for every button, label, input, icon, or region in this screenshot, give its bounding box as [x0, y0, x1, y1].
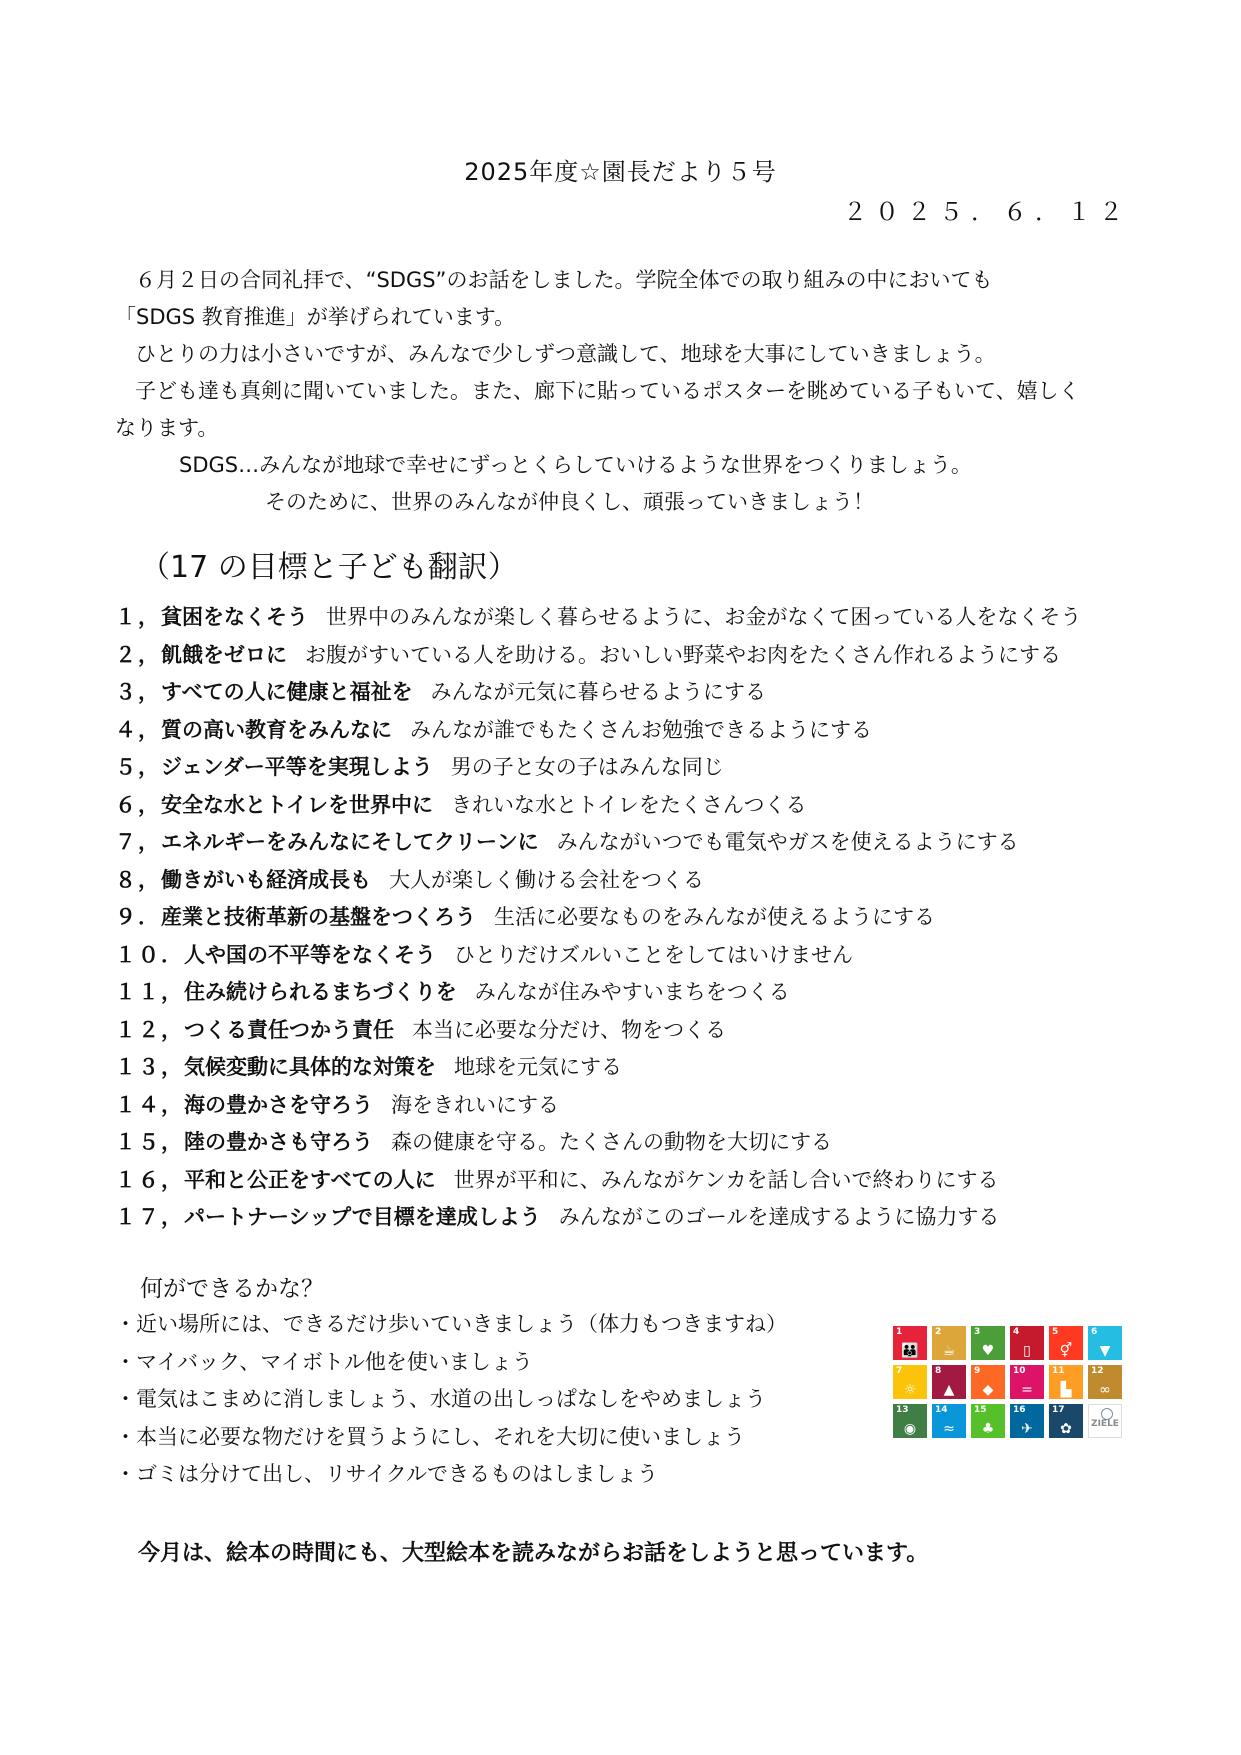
goal-number: １３， [115, 1055, 184, 1079]
sdg-goal-number: 15 [974, 1405, 987, 1415]
can-do-list [115, 1306, 787, 1494]
sdg-goal-number: 14 [935, 1405, 948, 1415]
sdg-goal-number: 5 [1052, 1327, 1059, 1337]
sdg-goal-number: 4 [1013, 1327, 1020, 1337]
goal-number: １１， [115, 980, 184, 1004]
goal-item [115, 1012, 1155, 1050]
sdg-goal-tile [893, 1326, 927, 1360]
goal-item [115, 674, 1155, 712]
sdg-goal-number: 1 [896, 1327, 903, 1337]
goal-item [115, 899, 1155, 937]
goal-name: 気候変動に具体的な対策を [184, 1055, 436, 1079]
sdg-goal-tile [1010, 1365, 1044, 1399]
can-do-item: ・ゴミは分けて出し、リサイクルできるものはしましょう [115, 1462, 659, 1486]
dove-icon: ✈ [1021, 1421, 1033, 1437]
goal-number: １４， [115, 1092, 184, 1117]
goal-item [115, 749, 1155, 787]
sdg-goal-number: 9 [974, 1366, 981, 1376]
goal-name: 働きがいも経済成長も [161, 867, 371, 892]
goal-item [115, 1087, 1155, 1125]
goal-item [115, 1162, 1155, 1200]
goal-description: 男の子と女の子はみんな同じ [450, 755, 724, 779]
sun-icon: ☼ [903, 1382, 917, 1398]
eye-globe-icon: ◉ [903, 1421, 917, 1437]
issue-date: ２０２５．６．１２ [843, 198, 1131, 226]
goal-description: みんなが誰でもたくさんお勉強できるようにする [410, 717, 872, 742]
goal-description: 本当に必要な分だけ、物をつくる [412, 1017, 727, 1042]
book-icon: ▯ [1023, 1343, 1031, 1359]
goal-item [115, 637, 1155, 675]
sdg-goal-tile [932, 1365, 966, 1399]
goal-number: ５， [115, 755, 161, 779]
goals-heading: （17 の目標と子ども翻訳） [140, 550, 518, 585]
goal-name: 平和と公正をすべての人に [184, 1167, 436, 1192]
can-do-heading: 何ができるかな？ [140, 1276, 324, 1302]
goal-number: １５， [115, 1130, 184, 1154]
sdg-goal-tile [971, 1326, 1005, 1360]
goal-item [115, 862, 1155, 900]
goal-item [115, 937, 1155, 975]
goal-name: 住み続けられるまちづくりを [184, 980, 457, 1004]
sdg-goal-number: 7 [896, 1366, 903, 1376]
intro-line: ６月２日の合同礼拝で、“SDGS”のお話をしました。学院全体での取り組みの中においても [135, 268, 993, 292]
sdg-goal-tile [932, 1404, 966, 1438]
goal-number: ４， [115, 717, 161, 742]
goal-item [115, 599, 1155, 637]
can-do-item: ・マイバック、マイボトル他を使いましょう [115, 1349, 533, 1374]
goal-description: みんながこのゴールを達成するように協力する [558, 1205, 1000, 1229]
sdg-goal-number: 12 [1091, 1366, 1104, 1376]
cubes-icon: ◆ [982, 1382, 994, 1398]
goal-number: １７， [115, 1205, 184, 1229]
can-do-item: ・本当に必要な物だけを買うようにし、それを大切に使いましょう [115, 1424, 745, 1449]
sdg-logo-text: ZIELE [1091, 1419, 1119, 1429]
goal-description: みんなが元気に暮らせるようにする [430, 680, 766, 704]
goal-item [115, 1199, 1155, 1237]
goal-description: ひとりだけズルいことをしてはいけません [454, 942, 853, 967]
sdg-goal-tile [1010, 1326, 1044, 1360]
flower-icon: ✿ [1060, 1421, 1072, 1437]
sdg-goal-tile [893, 1404, 927, 1438]
can-do-item: ・近い場所には、できるだけ歩いていきましょう（体力もつきますね） [115, 1312, 787, 1336]
sdg-goal-tile [1010, 1404, 1044, 1438]
goal-number: ９． [115, 905, 161, 929]
water-icon: ▼ [1099, 1343, 1111, 1359]
bowl-icon: ☕ [942, 1343, 956, 1359]
page-title: 2025年度☆園長だより５号 [464, 158, 777, 186]
intro-line: 「SDGS 教育推進」が挙げられています。 [115, 305, 516, 329]
sdg-goal-tile [1049, 1326, 1083, 1360]
goal-name: エネルギーをみんなにそしてクリーンに [161, 830, 539, 854]
sdg-goal-tile [1049, 1365, 1083, 1399]
sdg-goal-tile [1088, 1365, 1122, 1399]
goal-name: 海の豊かさを守ろう [184, 1092, 373, 1117]
goal-description: 海をきれいにする [391, 1092, 559, 1117]
goal-name: すべての人に健康と福祉を [161, 680, 413, 704]
goal-description: みんながいつでも電気やガスを使えるようにする [556, 830, 1019, 854]
intro-line: そのために、世界のみんなが仲良くし、頑張っていきましょう！ [265, 490, 874, 514]
sdg-goal-number: 10 [1013, 1366, 1026, 1376]
goal-item [115, 1049, 1155, 1087]
goal-description: 地球を元気にする [454, 1055, 622, 1079]
intro-text [115, 262, 1135, 521]
sdg-goal-number: 8 [935, 1366, 942, 1376]
goal-name: つくる責任つかう責任 [184, 1017, 394, 1042]
goal-name: 質の高い教育をみんなに [161, 717, 392, 742]
sdg-goal-number: 13 [896, 1405, 909, 1415]
sdg-logo-tile [1088, 1404, 1122, 1438]
sdg-goal-number: 2 [935, 1327, 942, 1337]
goals-list [115, 599, 1155, 1237]
intro-line: なります。 [115, 416, 219, 440]
goal-number: ３， [115, 680, 161, 704]
equal-icon: = [1021, 1382, 1033, 1398]
goal-name: 人や国の不平等をなくそう [184, 942, 436, 967]
goal-number: ２， [115, 642, 161, 667]
can-do-item: ・電気はこまめに消しましょう、水道の出しっぱなしをやめましょう [115, 1387, 766, 1411]
goal-number: １０． [115, 942, 184, 967]
goal-name: 産業と技術革新の基盤をつくろう [161, 905, 476, 929]
sdg-goal-number: 16 [1013, 1405, 1026, 1415]
goal-number: １２， [115, 1017, 184, 1042]
sdg-goal-tile [1088, 1326, 1122, 1360]
closing-message: 今月は、絵本の時間にも、大型絵本を読みながらお話をしようと思っています。 [138, 1541, 929, 1566]
tree-icon: ♣ [981, 1421, 995, 1437]
goal-item [115, 974, 1155, 1012]
sdg-icons-grid [893, 1326, 1123, 1438]
goal-description: きれいな水とトイレをたくさんつくる [450, 792, 807, 817]
sdg-goal-tile [971, 1365, 1005, 1399]
goal-description: 森の健康を守る。たくさんの動物を大切にする [391, 1130, 832, 1154]
goal-description: 大人が楽しく働ける会社をつくる [389, 867, 704, 892]
goal-name: 飢餓をゼロに [161, 642, 287, 667]
goal-item [115, 1124, 1155, 1162]
goal-name: ジェンダー平等を実現しよう [161, 755, 433, 779]
goal-number: ８， [115, 867, 161, 892]
sdg-goal-number: 6 [1091, 1327, 1098, 1337]
heartbeat-icon: ♥ [981, 1343, 995, 1359]
city-icon: ▙ [1060, 1382, 1072, 1398]
sdg-goal-tile [932, 1326, 966, 1360]
goal-name: 貧困をなくそう [161, 605, 308, 629]
goal-number: ７， [115, 830, 161, 854]
intro-line: 子ども達も真剣に聞いていました。また、廊下に貼っているポスターを眺めている子もいて、嬉しく [135, 379, 1080, 403]
goal-number: １， [115, 605, 161, 629]
growth-chart-icon: ▲ [943, 1382, 955, 1398]
fish-icon: ≈ [943, 1421, 955, 1437]
goal-description: お腹がすいている人を助ける。おいしい野菜やお肉をたくさん作れるようにする [305, 642, 1061, 667]
goal-number: １６， [115, 1167, 184, 1192]
goal-description: 生活に必要なものをみんなが使えるようにする [494, 905, 935, 929]
goal-description: 世界が平和に、みんながケンカを話し合いで終わりにする [453, 1167, 999, 1192]
sdg-goal-tile [1049, 1404, 1083, 1438]
sdg-goal-tile [893, 1365, 927, 1399]
intro-line: ひとりの力は小さいですが、みんなで少しずつ意識して、地球を大事にしていきましょう。 [135, 342, 996, 366]
goal-number: ６， [115, 792, 161, 817]
goal-name: 陸の豊かさも守ろう [184, 1130, 373, 1154]
goal-item [115, 712, 1155, 750]
goal-description: みんなが住みやすいまちをつくる [474, 980, 790, 1004]
infinity-icon: ∞ [1099, 1382, 1111, 1398]
family-icon: 👪 [901, 1343, 919, 1359]
sdg-goal-number: 3 [974, 1327, 981, 1337]
sdg-goal-tile [971, 1404, 1005, 1438]
gender-icon: ⚥ [1059, 1343, 1073, 1359]
goal-name: 安全な水とトイレを世界中に [161, 792, 433, 817]
sdg-goal-number: 17 [1052, 1405, 1065, 1415]
goal-description: 世界中のみんなが楽しく暮らせるように、お金がなくて困っている人をなくそう [326, 605, 1082, 629]
goal-name: パートナーシップで目標を達成しよう [184, 1205, 541, 1229]
goal-item [115, 824, 1155, 862]
goal-item [115, 787, 1155, 825]
sdg-goal-number: 11 [1052, 1366, 1065, 1376]
intro-line: SDGS…みんなが地球で幸せにずっとくらしていけるような世界をつくりましょう。 [179, 453, 972, 477]
